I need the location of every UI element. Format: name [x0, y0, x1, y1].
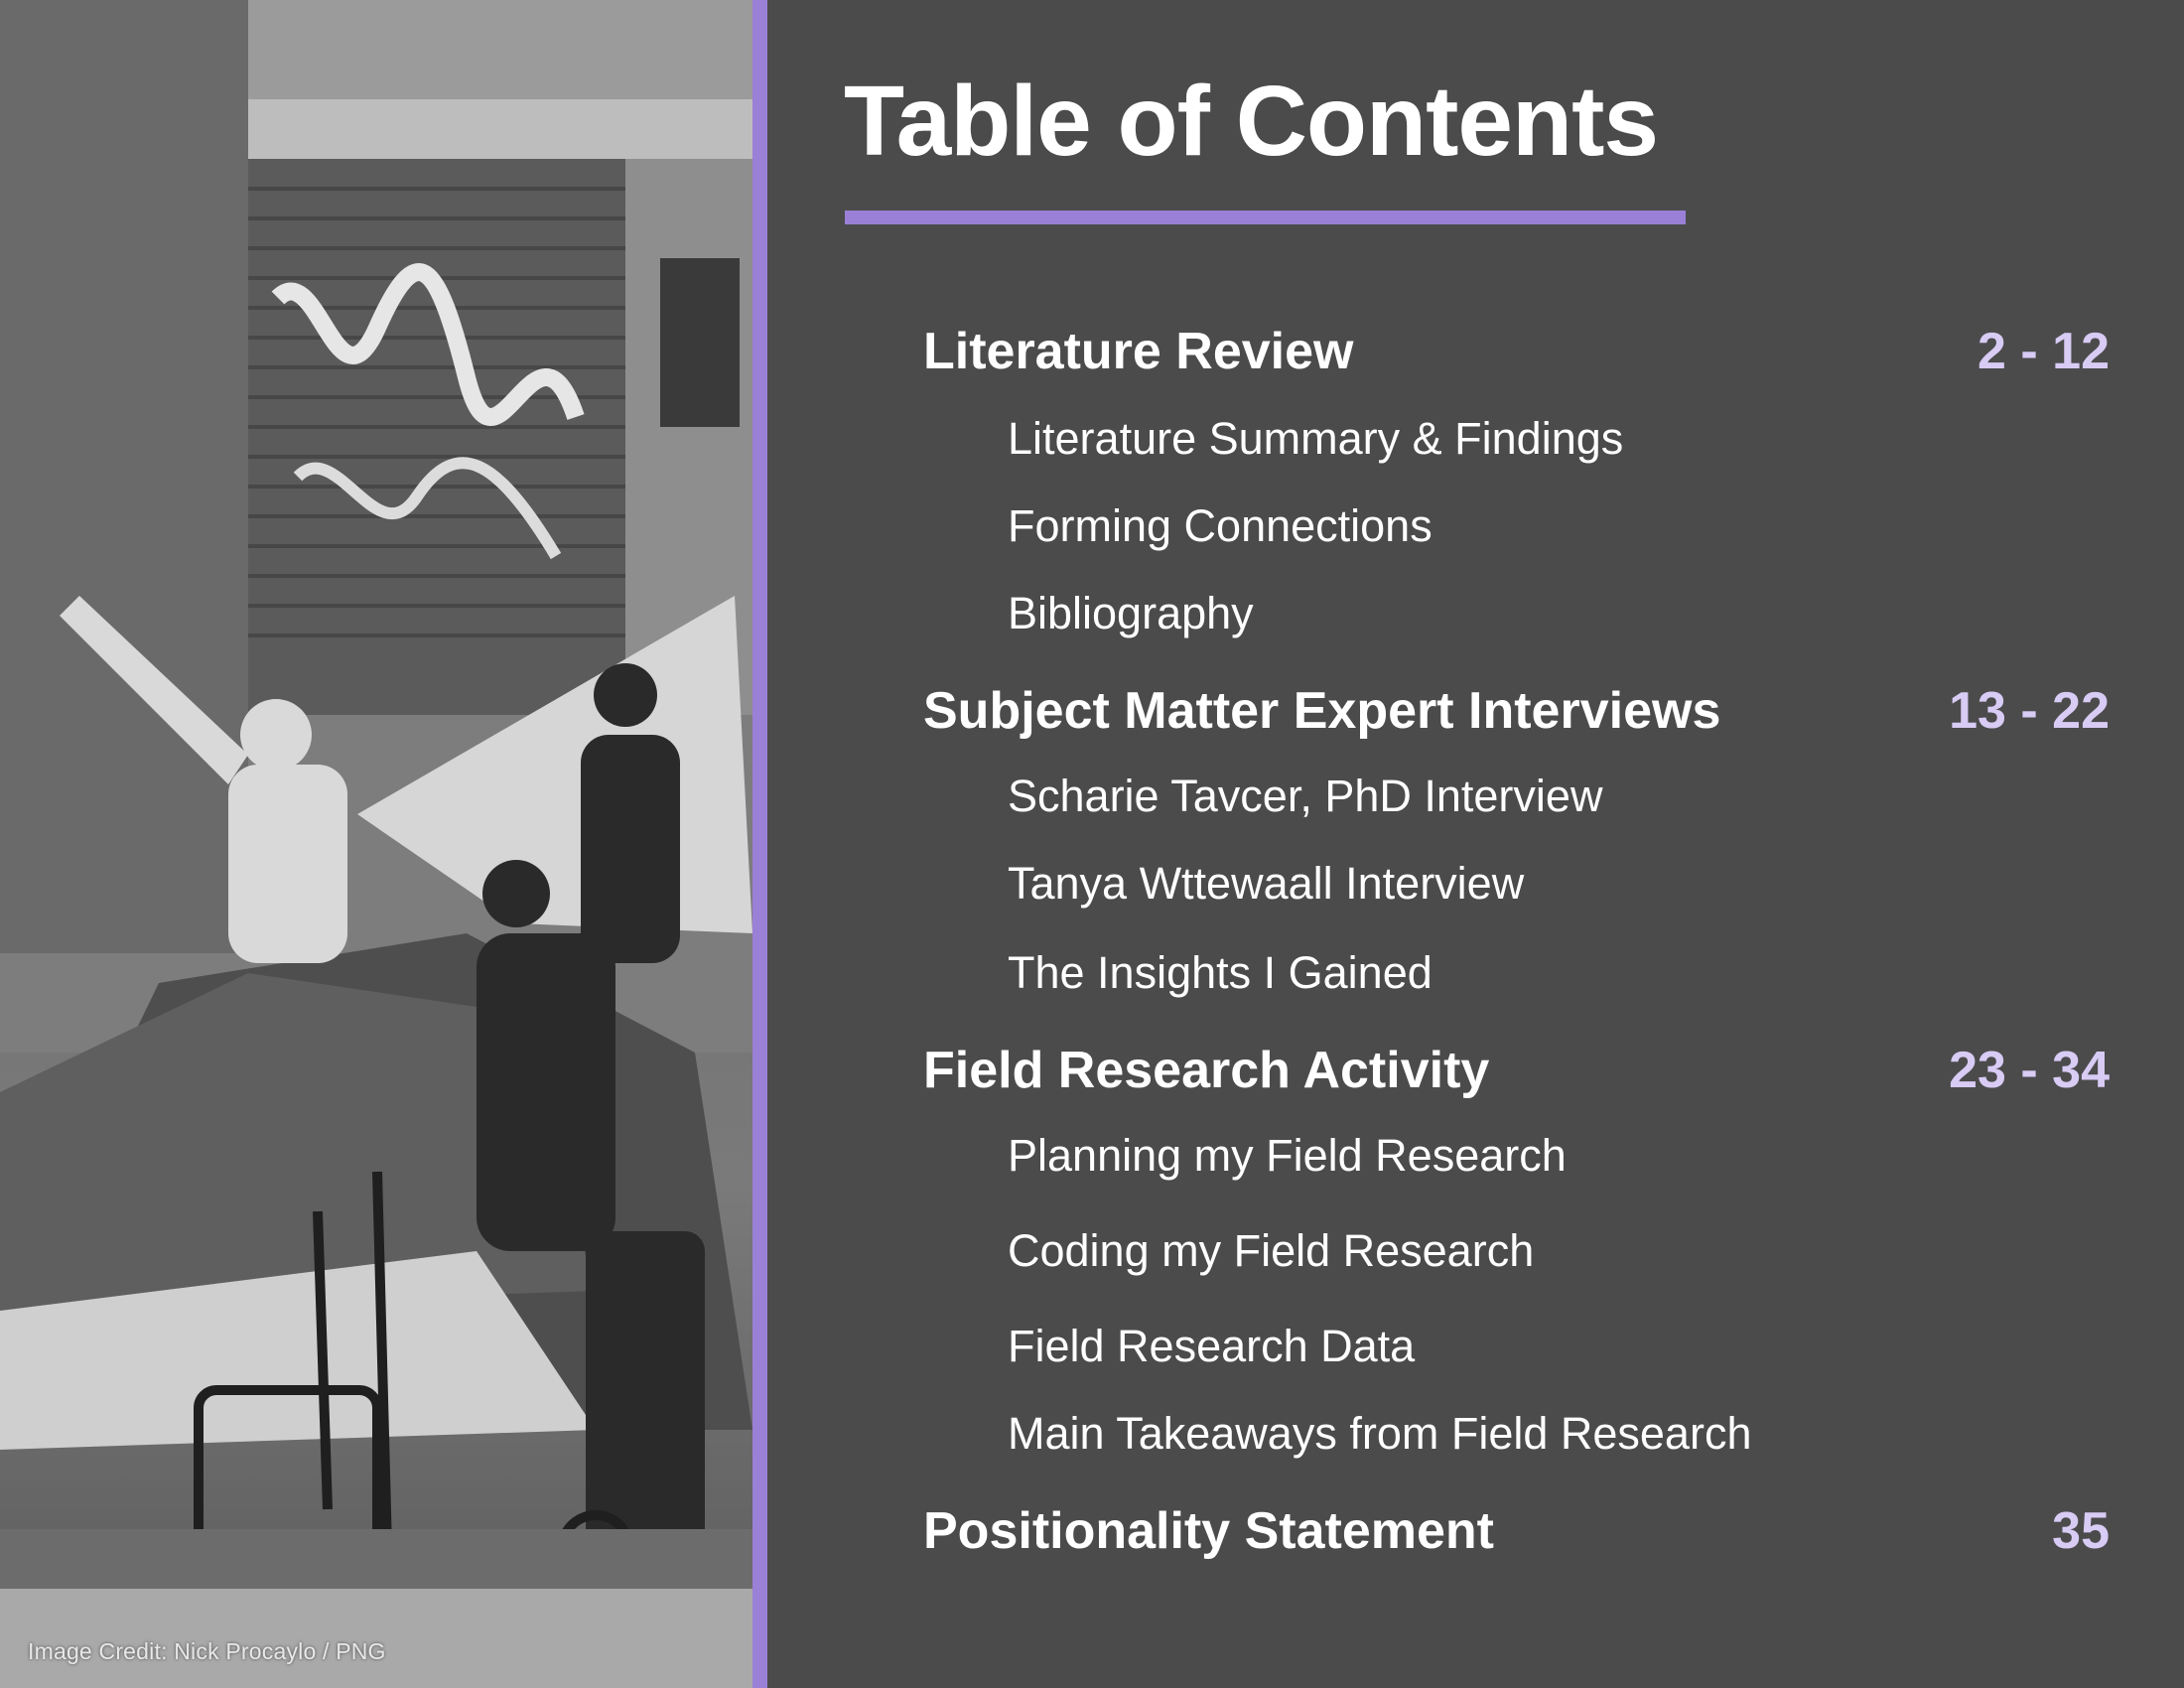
toc-section-title: Positionality Statement [923, 1502, 1494, 1560]
toc-item: Tanya Wttewaall Interview [1008, 858, 1525, 909]
toc-section-title: Literature Review [923, 323, 1354, 380]
toc-section-pages: 35 [2052, 1502, 2110, 1560]
toc-section-positionality [923, 1501, 2110, 1561]
toc-section-pages: 2 - 12 [1978, 323, 2110, 380]
image-credit: Image Credit: Nick Procaylo / PNG [28, 1638, 386, 1664]
title-underline [845, 211, 1686, 224]
accent-divider [752, 0, 767, 1688]
toc-section-title: Subject Matter Expert Interviews [923, 682, 1721, 740]
toc-section-pages: 23 - 34 [1949, 1042, 2110, 1099]
toc-item: Literature Summary & Findings [1008, 413, 1624, 464]
cover-photo [0, 0, 752, 1688]
toc-item: Planning my Field Research [1008, 1130, 1567, 1181]
toc-item: Bibliography [1008, 588, 1254, 638]
street-scene-illustration [0, 0, 752, 1688]
toc-item: Field Research Data [1008, 1321, 1416, 1371]
toc-section-pages: 13 - 22 [1949, 682, 2110, 740]
toc-item: Forming Connections [1008, 500, 1433, 551]
toc-item: Main Takeaways from Field Research [1008, 1408, 1752, 1459]
toc-section-title: Field Research Activity [923, 1042, 1490, 1099]
page-title: Table of Contents [844, 66, 1659, 177]
toc-item: Scharie Tavcer, PhD Interview [1008, 771, 1603, 821]
toc-section-field-research [923, 1041, 2110, 1100]
toc-item: Coding my Field Research [1008, 1225, 1535, 1276]
toc-section-literature-review [923, 322, 2110, 381]
toc-section-expert-interviews [923, 681, 2110, 741]
toc-item: The Insights I Gained [1008, 947, 1433, 998]
